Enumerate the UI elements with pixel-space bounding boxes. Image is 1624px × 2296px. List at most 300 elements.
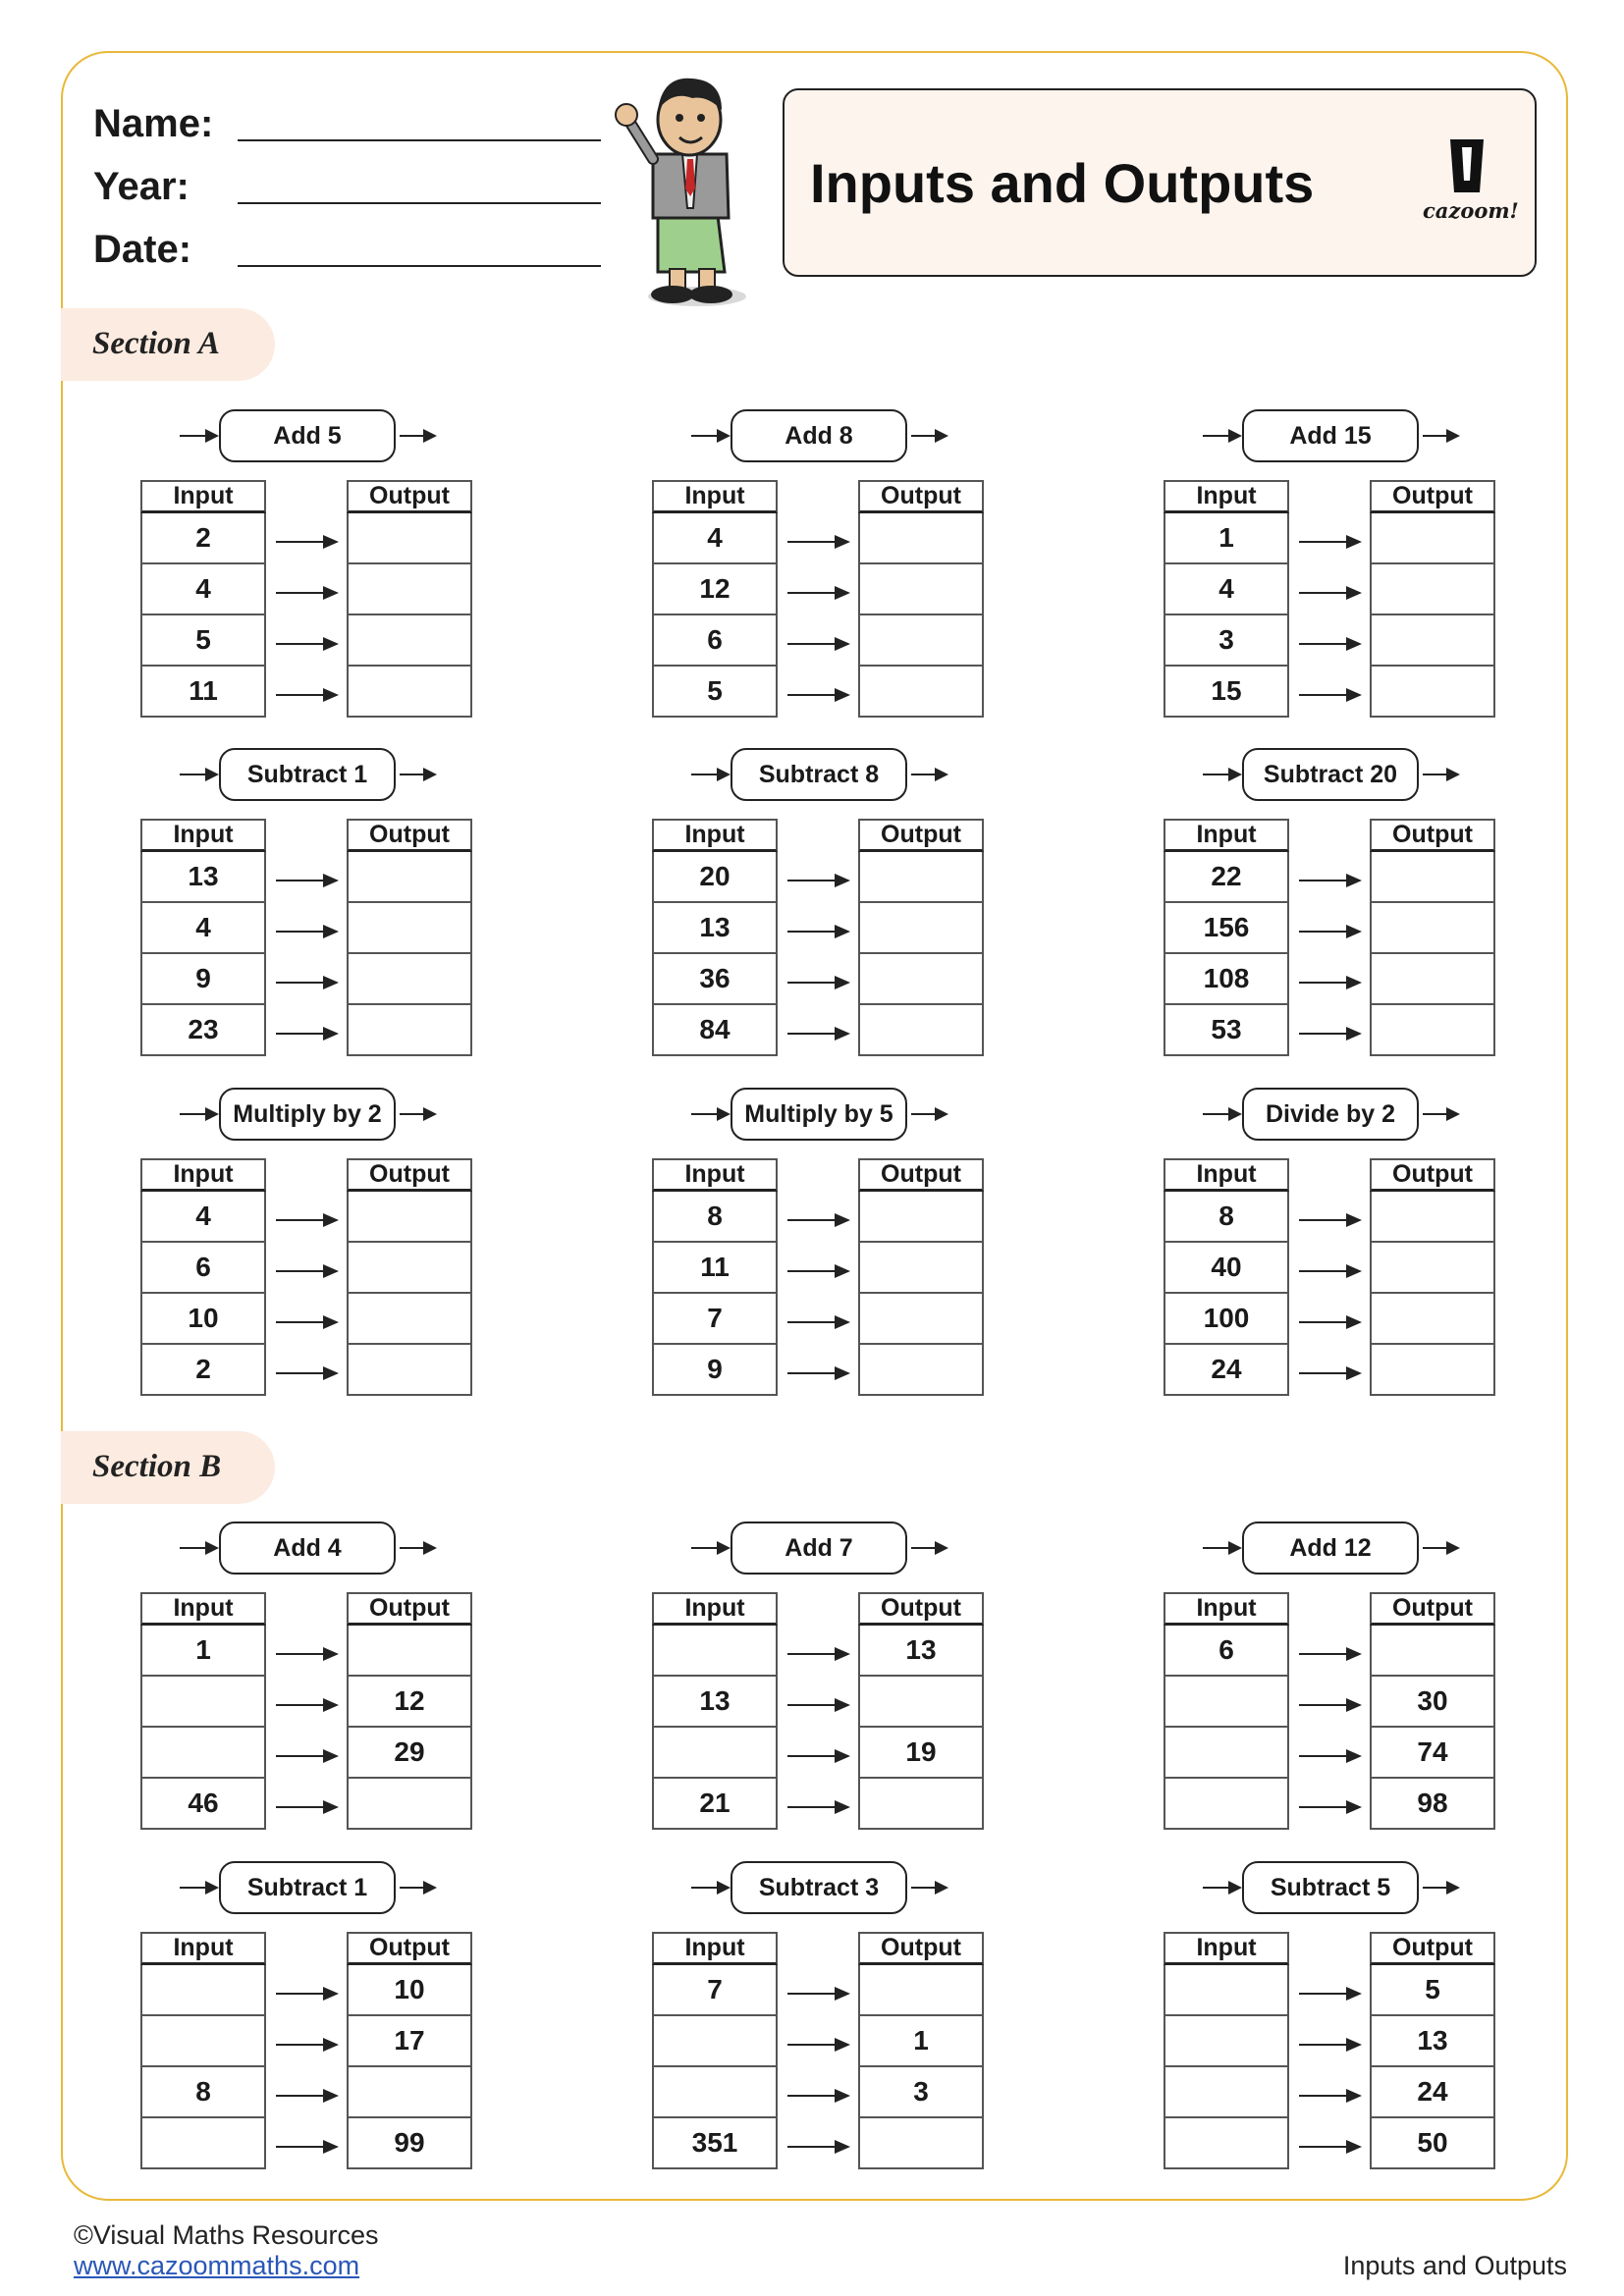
input-cell[interactable] bbox=[140, 1728, 266, 1779]
arrow-right-icon bbox=[276, 1755, 337, 1757]
output-column bbox=[1370, 1158, 1495, 1396]
output-cell[interactable] bbox=[858, 513, 984, 564]
input-cell: 11 bbox=[652, 1243, 778, 1294]
input-cell: 4 bbox=[1164, 564, 1289, 615]
output-cell[interactable] bbox=[858, 1677, 984, 1728]
arrow-right-icon bbox=[691, 774, 729, 775]
arrow-right-icon bbox=[180, 435, 217, 437]
arrow-right-icon bbox=[1299, 1806, 1360, 1808]
input-column bbox=[1164, 819, 1289, 1056]
output-cell: 12 bbox=[347, 1677, 472, 1728]
output-header: Output bbox=[858, 1158, 984, 1192]
operation-label: Subtract 1 bbox=[219, 748, 396, 801]
function-machine bbox=[140, 409, 474, 714]
output-cell[interactable] bbox=[1370, 615, 1495, 667]
output-cell[interactable] bbox=[1370, 513, 1495, 564]
output-cell[interactable] bbox=[347, 1779, 472, 1830]
operation-label: Add 7 bbox=[731, 1522, 907, 1575]
output-cell: 1 bbox=[858, 2016, 984, 2067]
output-header: Output bbox=[1370, 819, 1495, 852]
arrow-right-icon bbox=[787, 931, 848, 933]
input-column bbox=[1164, 480, 1289, 718]
output-cell[interactable] bbox=[858, 1192, 984, 1243]
section-a-tab bbox=[61, 308, 275, 381]
input-header: Input bbox=[652, 1592, 778, 1626]
output-header: Output bbox=[858, 1932, 984, 1965]
input-cell: 13 bbox=[652, 1677, 778, 1728]
output-header: Output bbox=[347, 1592, 472, 1626]
output-cell[interactable] bbox=[347, 2067, 472, 2118]
arrow-right-icon bbox=[1299, 2146, 1360, 2148]
function-machine bbox=[140, 1088, 474, 1392]
operation-rule bbox=[180, 409, 435, 462]
operation-label: Subtract 20 bbox=[1242, 748, 1419, 801]
function-machine bbox=[140, 748, 474, 1052]
input-cell: 1 bbox=[140, 1626, 266, 1677]
output-cell[interactable] bbox=[1370, 1192, 1495, 1243]
output-cell[interactable] bbox=[858, 852, 984, 903]
arrow-right-icon bbox=[400, 1547, 435, 1549]
footer-title: Inputs and Outputs bbox=[1342, 2251, 1567, 2280]
output-cell[interactable] bbox=[1370, 667, 1495, 718]
input-cell: 100 bbox=[1164, 1294, 1289, 1345]
arrow-right-icon bbox=[1203, 1547, 1240, 1549]
input-cell: 84 bbox=[652, 1005, 778, 1056]
arrow-right-icon bbox=[1203, 1113, 1240, 1115]
input-column bbox=[140, 1932, 266, 2169]
input-cell[interactable] bbox=[1164, 2016, 1289, 2067]
input-cell: 22 bbox=[1164, 852, 1289, 903]
arrow-right-icon bbox=[1299, 1372, 1360, 1374]
output-cell[interactable] bbox=[347, 1626, 472, 1677]
input-cell: 46 bbox=[140, 1779, 266, 1830]
arrow-right-icon bbox=[691, 435, 729, 437]
input-cell: 21 bbox=[652, 1779, 778, 1830]
function-machine bbox=[140, 1861, 474, 2165]
input-cell[interactable] bbox=[1164, 1728, 1289, 1779]
operation-rule bbox=[691, 409, 947, 462]
arrow-right-icon bbox=[1299, 541, 1360, 543]
output-cell[interactable] bbox=[347, 1294, 472, 1345]
input-cell: 5 bbox=[140, 615, 266, 667]
output-cell: 98 bbox=[1370, 1779, 1495, 1830]
arrow-right-icon bbox=[276, 931, 337, 933]
input-column bbox=[1164, 1592, 1289, 1830]
input-cell: 23 bbox=[140, 1005, 266, 1056]
output-cell[interactable] bbox=[858, 954, 984, 1005]
output-header: Output bbox=[347, 819, 472, 852]
output-cell[interactable] bbox=[1370, 852, 1495, 903]
operation-rule bbox=[691, 1522, 947, 1575]
arrow-right-icon bbox=[1423, 774, 1458, 775]
arrow-right-icon bbox=[180, 1113, 217, 1115]
input-header: Input bbox=[1164, 1592, 1289, 1626]
date-field[interactable] bbox=[238, 265, 601, 267]
output-header: Output bbox=[1370, 1932, 1495, 1965]
arrow-right-icon bbox=[787, 2044, 848, 2046]
arrow-right-icon bbox=[276, 1704, 337, 1706]
operation-rule bbox=[180, 1522, 435, 1575]
arrow-right-icon bbox=[787, 1270, 848, 1272]
input-cell[interactable] bbox=[1164, 2118, 1289, 2169]
input-cell[interactable] bbox=[140, 2118, 266, 2169]
output-column bbox=[347, 1932, 472, 2169]
input-column bbox=[140, 1158, 266, 1396]
footer-link[interactable]: www.cazoommaths.com bbox=[74, 2251, 360, 2280]
operation-label: Subtract 5 bbox=[1242, 1861, 1419, 1914]
arrow-right-icon bbox=[787, 643, 848, 645]
input-cell[interactable] bbox=[1164, 2067, 1289, 2118]
arrow-right-icon bbox=[787, 1755, 848, 1757]
output-cell[interactable] bbox=[347, 903, 472, 954]
output-cell: 13 bbox=[858, 1626, 984, 1677]
name-field[interactable] bbox=[238, 139, 601, 141]
arrow-right-icon bbox=[1299, 1321, 1360, 1323]
arrow-right-icon bbox=[276, 2146, 337, 2148]
output-cell: 5 bbox=[1370, 1965, 1495, 2016]
operation-label: Multiply by 2 bbox=[219, 1088, 396, 1141]
operation-rule bbox=[1203, 748, 1458, 801]
arrow-right-icon bbox=[400, 774, 435, 775]
input-cell: 7 bbox=[652, 1294, 778, 1345]
arrow-right-icon bbox=[691, 1113, 729, 1115]
arrow-right-icon bbox=[787, 1653, 848, 1655]
input-cell: 12 bbox=[652, 564, 778, 615]
input-column bbox=[652, 819, 778, 1056]
output-cell[interactable] bbox=[1370, 564, 1495, 615]
input-cell: 10 bbox=[140, 1294, 266, 1345]
input-cell: 20 bbox=[652, 852, 778, 903]
input-header: Input bbox=[1164, 1158, 1289, 1192]
output-cell[interactable] bbox=[858, 1965, 984, 2016]
arrow-right-icon bbox=[276, 541, 337, 543]
arrow-right-icon bbox=[911, 1113, 947, 1115]
arrow-right-icon bbox=[276, 1321, 337, 1323]
arrow-right-icon bbox=[1299, 694, 1360, 696]
arrow-right-icon bbox=[276, 1219, 337, 1221]
arrow-right-icon bbox=[180, 774, 217, 775]
arrow-right-icon bbox=[1423, 435, 1458, 437]
output-cell[interactable] bbox=[858, 667, 984, 718]
arrow-right-icon bbox=[1299, 1755, 1360, 1757]
arrow-right-icon bbox=[400, 1887, 435, 1889]
input-cell: 24 bbox=[1164, 1345, 1289, 1396]
function-machine bbox=[1164, 1522, 1497, 1826]
input-column bbox=[140, 480, 266, 718]
output-cell[interactable] bbox=[347, 667, 472, 718]
output-cell[interactable] bbox=[1370, 1626, 1495, 1677]
arrow-right-icon bbox=[276, 982, 337, 984]
input-header: Input bbox=[140, 1592, 266, 1626]
input-cell: 9 bbox=[652, 1345, 778, 1396]
output-cell: 10 bbox=[347, 1965, 472, 2016]
function-machine bbox=[652, 748, 986, 1052]
year-field[interactable] bbox=[238, 202, 601, 204]
output-column bbox=[1370, 480, 1495, 718]
arrow-right-icon bbox=[276, 2044, 337, 2046]
function-machine bbox=[652, 1088, 986, 1392]
output-cell[interactable] bbox=[347, 1345, 472, 1396]
arrow-right-icon bbox=[787, 880, 848, 881]
output-cell[interactable] bbox=[347, 615, 472, 667]
arrow-right-icon bbox=[276, 592, 337, 594]
output-cell[interactable] bbox=[858, 615, 984, 667]
name-label: Name: bbox=[93, 102, 214, 145]
output-column bbox=[858, 1592, 984, 1830]
operation-rule bbox=[180, 1861, 435, 1914]
output-cell[interactable] bbox=[1370, 1294, 1495, 1345]
output-cell[interactable] bbox=[1370, 1243, 1495, 1294]
input-cell: 8 bbox=[1164, 1192, 1289, 1243]
arrow-right-icon bbox=[1299, 643, 1360, 645]
input-column bbox=[652, 1932, 778, 2169]
arrow-right-icon bbox=[1299, 2095, 1360, 2097]
operation-rule bbox=[1203, 1861, 1458, 1914]
function-machine bbox=[1164, 409, 1497, 714]
output-cell: 99 bbox=[347, 2118, 472, 2169]
operation-label: Subtract 3 bbox=[731, 1861, 907, 1914]
input-cell[interactable] bbox=[652, 2067, 778, 2118]
input-cell[interactable] bbox=[140, 1677, 266, 1728]
input-cell: 4 bbox=[140, 903, 266, 954]
input-cell[interactable] bbox=[652, 1728, 778, 1779]
input-cell: 156 bbox=[1164, 903, 1289, 954]
input-header: Input bbox=[140, 1932, 266, 1965]
output-cell[interactable] bbox=[347, 1192, 472, 1243]
output-cell[interactable] bbox=[858, 564, 984, 615]
operation-rule bbox=[1203, 409, 1458, 462]
input-cell: 36 bbox=[652, 954, 778, 1005]
output-cell[interactable] bbox=[858, 1005, 984, 1056]
output-cell[interactable] bbox=[347, 564, 472, 615]
input-header: Input bbox=[140, 480, 266, 513]
arrow-right-icon bbox=[787, 1372, 848, 1374]
arrow-right-icon bbox=[1423, 1113, 1458, 1115]
arrow-right-icon bbox=[911, 1887, 947, 1889]
input-cell: 4 bbox=[652, 513, 778, 564]
input-header: Input bbox=[140, 819, 266, 852]
output-cell: 17 bbox=[347, 2016, 472, 2067]
operation-label: Multiply by 5 bbox=[731, 1088, 907, 1141]
output-header: Output bbox=[1370, 1158, 1495, 1192]
function-machine bbox=[1164, 748, 1497, 1052]
arrow-right-icon bbox=[787, 1321, 848, 1323]
output-column bbox=[1370, 819, 1495, 1056]
logo-text: cazoom! bbox=[1423, 198, 1519, 223]
footer-copyright: ©Visual Maths Resources bbox=[74, 2220, 379, 2250]
input-cell: 6 bbox=[1164, 1626, 1289, 1677]
title-box bbox=[783, 88, 1537, 277]
output-cell: 19 bbox=[858, 1728, 984, 1779]
arrow-right-icon bbox=[787, 1704, 848, 1706]
input-cell: 53 bbox=[1164, 1005, 1289, 1056]
output-cell[interactable] bbox=[858, 2118, 984, 2169]
function-machine bbox=[1164, 1861, 1497, 2165]
cazoom-logo bbox=[1423, 137, 1519, 236]
input-header: Input bbox=[652, 1932, 778, 1965]
output-cell[interactable] bbox=[347, 513, 472, 564]
arrow-right-icon bbox=[400, 1113, 435, 1115]
output-header: Output bbox=[347, 1158, 472, 1192]
operation-rule bbox=[691, 1861, 947, 1914]
input-column bbox=[652, 1158, 778, 1396]
input-cell: 2 bbox=[140, 1345, 266, 1396]
arrow-right-icon bbox=[1203, 774, 1240, 775]
input-cell: 3 bbox=[1164, 615, 1289, 667]
output-cell: 13 bbox=[1370, 2016, 1495, 2067]
arrow-right-icon bbox=[276, 1270, 337, 1272]
input-cell[interactable] bbox=[652, 2016, 778, 2067]
input-cell[interactable] bbox=[652, 1626, 778, 1677]
output-cell[interactable] bbox=[347, 954, 472, 1005]
arrow-right-icon bbox=[1299, 931, 1360, 933]
input-cell[interactable] bbox=[1164, 1779, 1289, 1830]
arrow-right-icon bbox=[787, 1219, 848, 1221]
arrow-right-icon bbox=[1203, 435, 1240, 437]
arrow-right-icon bbox=[276, 1806, 337, 1808]
input-header: Input bbox=[652, 1158, 778, 1192]
output-header: Output bbox=[347, 1932, 472, 1965]
output-header: Output bbox=[347, 480, 472, 513]
function-machine bbox=[652, 1522, 986, 1826]
output-column bbox=[858, 1932, 984, 2169]
output-cell: 30 bbox=[1370, 1677, 1495, 1728]
input-cell: 15 bbox=[1164, 667, 1289, 718]
section-b-tab bbox=[61, 1431, 275, 1504]
input-column bbox=[652, 480, 778, 718]
output-header: Output bbox=[858, 480, 984, 513]
output-cell: 24 bbox=[1370, 2067, 1495, 2118]
input-cell[interactable] bbox=[140, 2016, 266, 2067]
arrow-right-icon bbox=[1299, 1270, 1360, 1272]
output-header: Output bbox=[858, 1592, 984, 1626]
operation-label: Add 15 bbox=[1242, 409, 1419, 462]
output-cell: 3 bbox=[858, 2067, 984, 2118]
input-cell[interactable] bbox=[1164, 1677, 1289, 1728]
operation-label: Add 12 bbox=[1242, 1522, 1419, 1575]
output-cell: 50 bbox=[1370, 2118, 1495, 2169]
output-cell[interactable] bbox=[1370, 954, 1495, 1005]
input-cell: 4 bbox=[140, 1192, 266, 1243]
input-column bbox=[652, 1592, 778, 1830]
output-column bbox=[858, 480, 984, 718]
arrow-right-icon bbox=[1423, 1887, 1458, 1889]
arrow-right-icon bbox=[1299, 982, 1360, 984]
input-column bbox=[1164, 1932, 1289, 2169]
input-column bbox=[140, 819, 266, 1056]
arrow-right-icon bbox=[911, 1547, 947, 1549]
arrow-right-icon bbox=[787, 1993, 848, 1995]
arrow-right-icon bbox=[180, 1887, 217, 1889]
arrow-right-icon bbox=[1423, 1547, 1458, 1549]
arrow-right-icon bbox=[1299, 1033, 1360, 1035]
output-cell[interactable] bbox=[1370, 903, 1495, 954]
arrow-right-icon bbox=[276, 880, 337, 881]
input-column bbox=[1164, 1158, 1289, 1396]
arrow-right-icon bbox=[276, 1033, 337, 1035]
output-cell: 74 bbox=[1370, 1728, 1495, 1779]
operation-label: Subtract 8 bbox=[731, 748, 907, 801]
arrow-right-icon bbox=[276, 694, 337, 696]
input-cell: 6 bbox=[652, 615, 778, 667]
output-cell[interactable] bbox=[858, 1243, 984, 1294]
page-title: Inputs and Outputs bbox=[810, 152, 1315, 214]
arrow-right-icon bbox=[691, 1547, 729, 1549]
input-cell: 4 bbox=[140, 564, 266, 615]
section-b-label: Section B bbox=[92, 1449, 222, 1484]
output-cell[interactable] bbox=[858, 1294, 984, 1345]
input-cell: 13 bbox=[652, 903, 778, 954]
operation-rule bbox=[180, 1088, 435, 1141]
arrow-right-icon bbox=[787, 694, 848, 696]
input-cell: 351 bbox=[652, 2118, 778, 2169]
output-header: Output bbox=[1370, 1592, 1495, 1626]
arrow-right-icon bbox=[787, 592, 848, 594]
input-cell: 8 bbox=[140, 2067, 266, 2118]
function-machine bbox=[652, 1861, 986, 2165]
output-column bbox=[1370, 1592, 1495, 1830]
output-cell[interactable] bbox=[1370, 1005, 1495, 1056]
input-cell: 2 bbox=[140, 513, 266, 564]
input-cell: 40 bbox=[1164, 1243, 1289, 1294]
year-label: Year: bbox=[93, 165, 189, 208]
arrow-right-icon bbox=[400, 435, 435, 437]
output-header: Output bbox=[1370, 480, 1495, 513]
function-machine bbox=[140, 1522, 474, 1826]
input-cell: 13 bbox=[140, 852, 266, 903]
arrow-right-icon bbox=[276, 1993, 337, 1995]
cup-icon bbox=[1423, 137, 1511, 198]
output-column bbox=[347, 1158, 472, 1396]
operation-label: Subtract 1 bbox=[219, 1861, 396, 1914]
input-cell[interactable] bbox=[140, 1965, 266, 2016]
input-header: Input bbox=[1164, 480, 1289, 513]
output-cell[interactable] bbox=[347, 852, 472, 903]
input-cell: 5 bbox=[652, 667, 778, 718]
input-header: Input bbox=[652, 819, 778, 852]
input-cell: 1 bbox=[1164, 513, 1289, 564]
operation-rule bbox=[180, 748, 435, 801]
output-cell[interactable] bbox=[347, 1005, 472, 1056]
input-cell[interactable] bbox=[1164, 1965, 1289, 2016]
output-cell[interactable] bbox=[858, 903, 984, 954]
operation-rule bbox=[691, 1088, 947, 1141]
arrow-right-icon bbox=[1299, 592, 1360, 594]
arrow-right-icon bbox=[1203, 1887, 1240, 1889]
input-header: Input bbox=[1164, 1932, 1289, 1965]
output-cell: 29 bbox=[347, 1728, 472, 1779]
input-cell: 9 bbox=[140, 954, 266, 1005]
operation-rule bbox=[691, 748, 947, 801]
arrow-right-icon bbox=[1299, 880, 1360, 881]
output-column bbox=[347, 1592, 472, 1830]
output-column bbox=[347, 480, 472, 718]
output-column bbox=[1370, 1932, 1495, 2169]
output-cell[interactable] bbox=[858, 1345, 984, 1396]
arrow-right-icon bbox=[787, 2146, 848, 2148]
output-cell[interactable] bbox=[858, 1779, 984, 1830]
output-column bbox=[858, 819, 984, 1056]
output-cell[interactable] bbox=[347, 1243, 472, 1294]
output-column bbox=[347, 819, 472, 1056]
output-cell[interactable] bbox=[1370, 1345, 1495, 1396]
arrow-right-icon bbox=[276, 2095, 337, 2097]
input-header: Input bbox=[652, 480, 778, 513]
operation-label: Divide by 2 bbox=[1242, 1088, 1419, 1141]
date-label: Date: bbox=[93, 228, 192, 271]
output-column bbox=[858, 1158, 984, 1396]
arrow-right-icon bbox=[276, 643, 337, 645]
